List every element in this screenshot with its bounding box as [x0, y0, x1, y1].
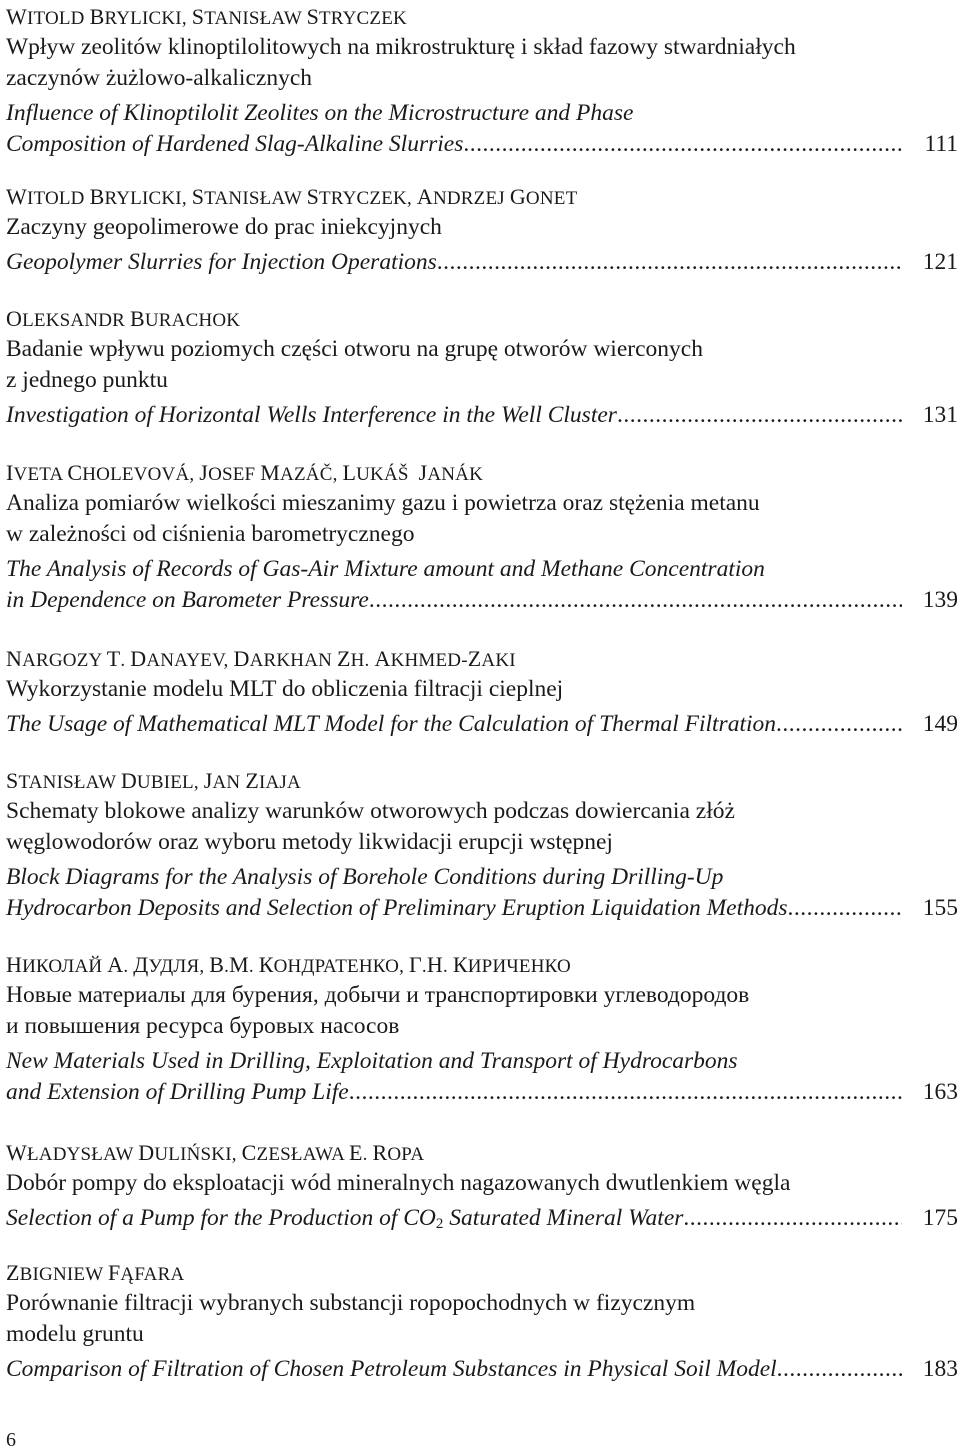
entry-title-original: Analiza pomiarów wielkości mieszanimy gazu i powietrza oraz stężenia metanu	[6, 490, 760, 516]
author-rest: TANISŁAW	[18, 772, 121, 793]
author-rest: OSEF	[208, 464, 261, 485]
author-rest: NDRZEJ	[432, 188, 510, 209]
author-initial: J	[199, 460, 209, 485]
author-initial: T	[106, 646, 121, 671]
entry-title-original: Porównanie filtracji wybranych substancji ropopochodnych w fizycznym	[6, 1290, 696, 1316]
author-rest: AZÁČ,	[280, 464, 343, 485]
entry-page-number: 155	[922, 895, 958, 921]
entry-authors	[6, 644, 958, 674]
author-rest: УДЛЯ,	[148, 956, 210, 977]
entry-page-number: 149	[922, 711, 958, 737]
entry-title-original: Wykorzystanie modelu MLT do obliczenia filtracji cieplnej	[6, 676, 564, 702]
author-initial: O	[6, 306, 23, 331]
author-initial: B	[129, 306, 145, 331]
english-title-text: Hydrocarbon Deposits and Selection of Preliminary Eruption Liquidation Methods	[6, 895, 788, 921]
toc-entry	[6, 2, 958, 160]
author-rest: RYLICKI,	[104, 8, 192, 29]
author-rest: TANISŁAW	[204, 8, 307, 29]
author-rest: ИРИЧЕНКО	[467, 956, 571, 977]
author-rest: TRYCZEK,	[319, 188, 417, 209]
entry-page-number: 131	[922, 402, 958, 428]
author-rest: IAJA	[258, 772, 301, 793]
entry-title-original: Новые материалы для бурения, добычи и транспортировки углеводородов	[6, 982, 750, 1008]
english-title-part: Selection of a Pump for the Production of CO	[6, 1205, 436, 1231]
author-initial: S	[306, 184, 319, 209]
entry-title-original: z jednego punktu	[6, 367, 168, 393]
author-rest: ИКОЛАЙ	[22, 956, 108, 977]
entry-title-english	[6, 1203, 958, 1234]
leader-dots	[776, 709, 902, 740]
author-initial: S	[191, 4, 205, 29]
entry-title-original: и повышения ресурса буровых насосов	[6, 1013, 400, 1039]
entry-page-number: 175	[922, 1205, 958, 1231]
toc-entry	[6, 182, 958, 278]
author-rest: URACHOK	[144, 310, 241, 331]
entry-authors	[6, 182, 958, 212]
leader-dots	[349, 1077, 902, 1108]
author-rest: ANAYEV,	[146, 650, 234, 671]
author-rest: ĄFARA	[120, 1264, 185, 1285]
author-rest: OPA	[387, 1144, 425, 1165]
author-initial: S	[6, 768, 19, 793]
author-rest: TRYCZEK	[319, 8, 407, 29]
author-initial: M	[260, 460, 281, 485]
entry-authors	[6, 2, 958, 32]
entry-title-english: New Materials Used in Drilling, Exploitation and Transport of Hydrocarbons	[6, 1048, 738, 1074]
author-rest: .	[421, 956, 427, 977]
entry-title-original: Wpływ zeolitów klinoptilolitowych na mikrostrukturę i skład fazowy stwardniałych	[6, 34, 796, 60]
author-rest: ULIŃSKI,	[154, 1144, 242, 1165]
author-rest: UKÁŠ	[356, 464, 419, 485]
author-initial: S	[191, 184, 205, 209]
author-initial: Z	[467, 646, 482, 671]
author-rest: .	[123, 956, 134, 977]
author-initial: I	[6, 460, 14, 485]
entry-authors	[6, 304, 958, 334]
entry-title-original: węglowodorów oraz wyboru metody likwidacji erupcji wstępnej	[6, 829, 613, 855]
toc-entry	[6, 458, 958, 616]
entry-page-number: 163	[922, 1079, 958, 1105]
author-initial: D	[130, 646, 147, 671]
author-rest: ARGOZY	[22, 650, 107, 671]
author-rest: ŁADYSŁAW	[26, 1144, 139, 1165]
entry-title-english	[6, 247, 958, 278]
leader-dots	[437, 247, 902, 278]
author-rest: BIGNIEW	[19, 1264, 108, 1285]
author-rest: H.	[350, 650, 375, 671]
leader-dots	[369, 585, 902, 616]
author-initial: B	[89, 4, 105, 29]
author-initial: W	[6, 184, 27, 209]
author-initial: C	[241, 1140, 257, 1165]
toc-entry	[6, 1258, 958, 1385]
author-initial: D	[120, 768, 137, 793]
author-initial: F	[107, 1260, 121, 1285]
author-initial: N	[6, 646, 23, 671]
author-initial: Г	[409, 952, 422, 977]
author-initial: Z	[245, 768, 259, 793]
entry-page-number: 121	[922, 249, 958, 275]
author-rest: ANÁK	[427, 464, 483, 485]
english-title-text	[6, 1203, 683, 1234]
author-rest: ONET	[525, 188, 578, 209]
english-title-text: Geopolymer Slurries for Injection Operations	[6, 249, 437, 275]
toc-entry	[6, 950, 958, 1108]
author-initial: Н	[426, 952, 443, 977]
entry-title-english: Influence of Klinoptilolit Zeolites on the Microstructure and Phase	[6, 100, 634, 126]
author-initial: A	[416, 184, 433, 209]
author-rest: ITOLD	[26, 188, 90, 209]
author-rest: LEKSANDR	[22, 310, 130, 331]
author-initial: D	[138, 1140, 155, 1165]
author-initial: J	[418, 460, 428, 485]
author-rest: ZESŁAWA	[256, 1144, 349, 1165]
english-title-text: The Usage of Mathematical MLT Model for the Calculation of Thermal Filtration	[6, 711, 777, 737]
entry-title-original: zaczynów żużlowo-alkalicznych	[6, 65, 312, 91]
entry-page-number: 111	[924, 131, 958, 157]
author-initial: К	[452, 952, 468, 977]
entry-authors	[6, 950, 958, 980]
english-title-text: Comparison of Filtration of Chosen Petroleum Substances in Physical Soil Model	[6, 1356, 777, 1382]
entry-title-original: modelu gruntu	[6, 1321, 144, 1347]
toc-entry	[6, 1138, 958, 1234]
author-rest: AKI	[481, 650, 516, 671]
author-initial: М	[229, 952, 249, 977]
leader-dots	[777, 1354, 902, 1385]
author-rest: .	[362, 1144, 373, 1165]
author-rest: ARKHAN	[249, 650, 337, 671]
author-rest: KHMED-	[390, 650, 468, 671]
entry-page-number: 183	[922, 1356, 958, 1382]
entry-title-english	[6, 400, 958, 431]
author-initial: L	[342, 460, 357, 485]
author-initial: Z	[337, 646, 351, 671]
author-initial: B	[89, 184, 105, 209]
author-rest: ОНДРАТЕНКО,	[273, 956, 409, 977]
entry-title-english	[6, 1354, 958, 1385]
entry-title-original: w zależności od ciśnienia barometrycznego	[6, 521, 415, 547]
author-initial: D	[233, 646, 250, 671]
leader-dots	[463, 129, 902, 160]
toc-entry	[6, 304, 958, 431]
entry-authors	[6, 1138, 958, 1168]
page-number: 6	[6, 1429, 16, 1451]
subscript: 2	[435, 1216, 444, 1232]
entry-title-original: Zaczyny geopolimerowe do prac iniekcyjnych	[6, 214, 442, 240]
author-rest: ITOLD	[26, 8, 90, 29]
english-title-text: Composition of Hardened Slag-Alkaline Slurries	[6, 131, 464, 157]
author-initial: Z	[6, 1260, 20, 1285]
entry-page-number: 139	[922, 587, 958, 613]
entry-title-english	[6, 709, 958, 740]
entry-title-english: The Analysis of Records of Gas-Air Mixture amount and Methane Concentration	[6, 556, 765, 582]
english-title-text: Investigation of Horizontal Wells Interference in the Well Cluster	[6, 402, 617, 428]
entry-title-original: Badanie wpływu poziomych części otworu na grupę otworów wierconych	[6, 336, 703, 362]
entry-title-english	[6, 1077, 958, 1108]
author-initial: E	[348, 1140, 363, 1165]
author-initial: S	[306, 4, 319, 29]
author-initial: Д	[133, 952, 149, 977]
leader-dots	[788, 893, 902, 924]
author-initial: В	[209, 952, 225, 977]
entry-title-original: Schematy blokowe analizy warunków otworowych podczas dowiercania złóż	[6, 798, 735, 824]
author-initial: К	[258, 952, 274, 977]
english-title-part: Saturated Mineral Water	[443, 1205, 684, 1231]
author-initial: G	[509, 184, 526, 209]
author-rest: HOLEVOVÁ,	[82, 464, 200, 485]
entry-title-english: Block Diagrams for the Analysis of Borehole Conditions during Drilling-Up	[6, 864, 724, 890]
english-title-text: and Extension of Drilling Pump Life	[6, 1079, 349, 1105]
entry-title-english	[6, 893, 958, 924]
author-initial: W	[6, 1140, 27, 1165]
author-rest: AN	[212, 772, 246, 793]
entry-authors	[6, 766, 958, 796]
author-rest: VETA	[13, 464, 68, 485]
author-initial: A	[374, 646, 391, 671]
entry-title-english	[6, 129, 958, 160]
english-title-text: in Dependence on Barometer Pressure	[6, 587, 369, 613]
author-initial: Н	[6, 952, 23, 977]
author-initial: R	[372, 1140, 388, 1165]
entry-title-original: Dobór pompy do eksploatacji wód mineralnych nagazowanych dwutlenkiem węgla	[6, 1170, 791, 1196]
toc-entry	[6, 644, 958, 740]
author-rest: RYLICKI,	[104, 188, 192, 209]
leader-dots	[617, 400, 902, 431]
author-rest: .	[120, 650, 131, 671]
leader-dots	[683, 1203, 902, 1234]
author-initial: J	[203, 768, 213, 793]
author-initial: W	[6, 4, 27, 29]
author-initial: А	[107, 952, 124, 977]
author-rest: .	[248, 956, 259, 977]
entry-authors	[6, 1258, 958, 1288]
author-rest: TANISŁAW	[204, 188, 307, 209]
author-rest: UBIEL,	[136, 772, 204, 793]
entry-authors	[6, 458, 958, 488]
entry-title-english	[6, 585, 958, 616]
author-rest: .	[224, 956, 230, 977]
toc-entry	[6, 766, 958, 924]
author-rest: .	[442, 956, 453, 977]
author-initial: C	[67, 460, 83, 485]
